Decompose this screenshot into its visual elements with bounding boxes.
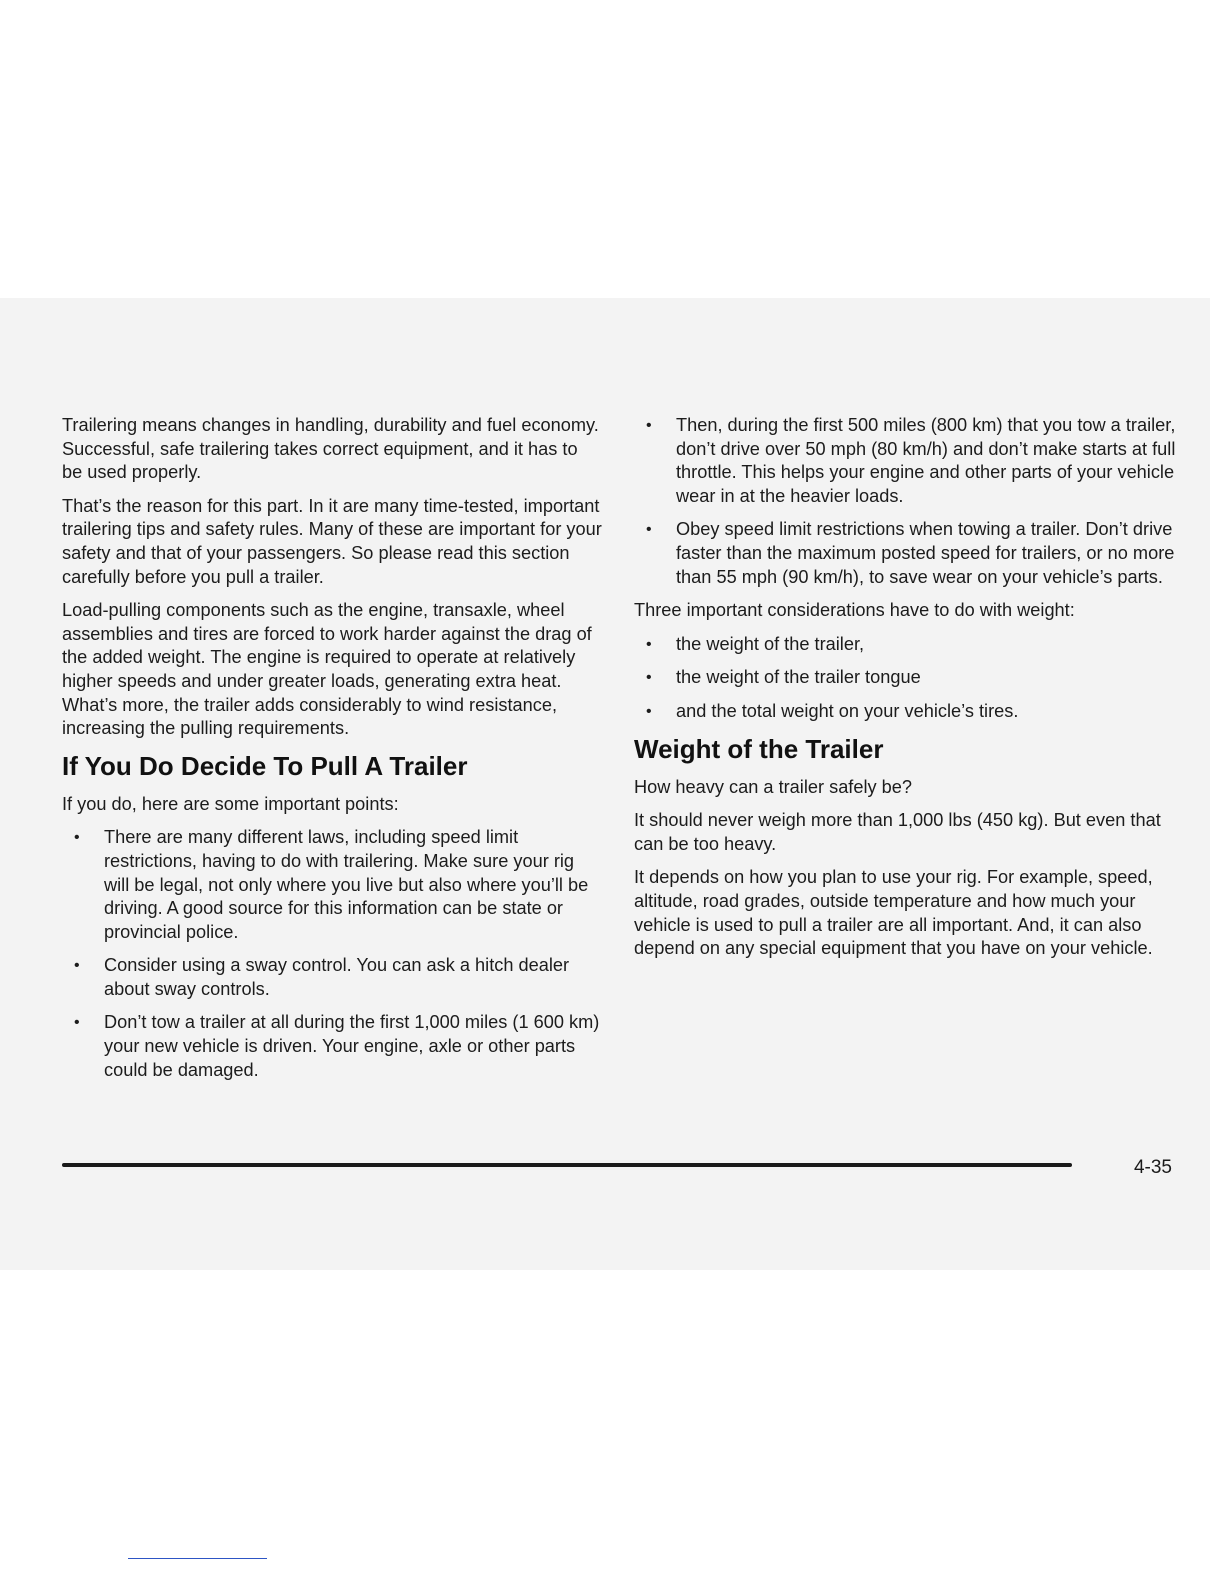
bullet-icon: • [74,829,80,847]
bullet-icon: • [74,1014,80,1032]
footer-rule [62,1163,1072,1167]
list-item [62,1011,602,1082]
list-item [634,700,1179,724]
intro-paragraph-1: Trailering means changes in handling, durability and fuel economy. Successful, safe trailering takes correct equipment, and it has to be used properly. [62,415,599,483]
list-item [634,633,1179,657]
intro-paragraph-2: That’s the reason for this part. In it are many time-tested, important trailering tips and safety rules. Many of these are important for your safety and that of your passengers. So please read this section carefully before you pull a trailer. [62,495,602,587]
list-item [634,666,1179,690]
right-column [634,414,1179,971]
section-heading-weight: Weight of the Trailer [634,733,884,764]
bullet-icon: • [646,417,652,434]
list-item [634,414,1179,508]
important-points-intro: If you do, here are some important points: [62,793,399,814]
bullet-icon: • [646,635,652,653]
weight-paragraph-2: It should never weigh more than 1,000 lbs (450 kg). But even that can be too heavy. [634,810,1161,854]
weight-considerations-list [634,633,1179,724]
bullet-icon: • [646,702,652,720]
considerations-intro: Three important considerations have to do with weight: [634,600,1075,621]
bullet-icon: • [74,957,80,975]
list-item [62,954,602,1001]
footnote-divider [128,1558,267,1559]
section-heading-pull-trailer: If You Do Decide To Pull A Trailer [62,750,468,781]
left-column [62,414,602,1092]
page-number: 4-35 [1133,1157,1172,1178]
list-item-text: Obey speed limit restrictions when towing a trailer. Don’t drive faster than the maximum posted speed for trailers, or no more than 55 mph (90 km/h), to save wear on your vehicle’s parts. [676,519,1175,587]
list-item-text: the weight of the trailer, [676,633,865,654]
list-item-text: Then, during the first 500 miles (800 km) that you tow a trailer, don’t drive over 50 mph (80 km/h) and don’t make starts at full throttle. This helps your engine and other parts of your vehicle wear in at the heavier loads. [676,415,1176,506]
list-item [62,826,602,944]
list-item-text: the weight of the trailer tongue [676,667,921,688]
list-item-text: and the total weight on your vehicle’s tires. [676,700,1019,721]
list-item-text: There are many different laws, including speed limit restrictions, having to do with trailering. Make sure your rig will be legal, not only where you live but also where you’ll be driving. A good source for this information can be state or provincial police. [104,827,589,942]
weight-paragraph-1: How heavy can a trailer safely be? [634,776,913,797]
bullet-icon: • [646,521,652,539]
intro-paragraph-3: Load-pulling components such as the engine, transaxle, wheel assemblies and tires are forced to work harder against the drag of the added weight. The engine is required to operate at relatively higher speeds and under greater loads, generating extra heat. What’s more, the trailer adds considerably to wind resistance, increasing the pulling requirements. [62,600,592,739]
list-item-text: Don’t tow a trailer at all during the first 1,000 miles (1 600 km) your new vehicle is driven. Your engine, axle or other parts could be damaged. [104,1012,600,1080]
break-in-list [634,414,1179,589]
important-points-list [62,826,602,1082]
bullet-icon: • [646,669,652,687]
list-item-text: Consider using a sway control. You can ask a hitch dealer about sway controls. [104,955,570,999]
list-item [634,518,1179,589]
weight-paragraph-3: It depends on how you plan to use your rig. For example, speed, altitude, road grades, outside temperature and how much your vehicle is used to pull a trailer are all important. And, it can also depend on any special equipment that you have on your vehicle. [634,867,1153,959]
